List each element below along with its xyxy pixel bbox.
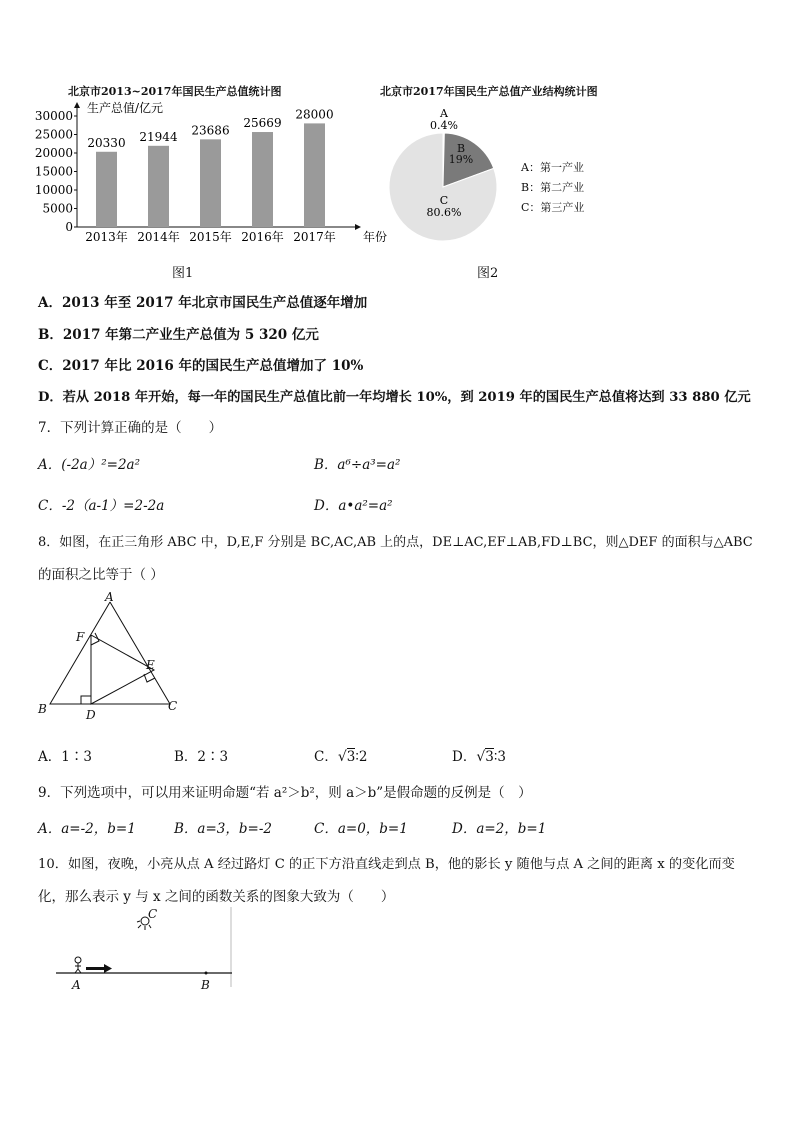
slice-value-a: 0.4% — [430, 119, 458, 132]
pie-legend-c: C：第三产业 — [521, 201, 585, 214]
y-tick-label: 0 — [65, 220, 73, 234]
label-a: A — [72, 978, 81, 992]
label-d: D — [86, 708, 96, 722]
q6-option-a: A．2013 年至 2017 年北京市国民生产总值逐年增加 — [38, 295, 368, 311]
slice-label-b: B — [456, 142, 466, 155]
y-tick-label: 15000 — [34, 164, 73, 179]
label-b: B — [201, 978, 210, 992]
y-axis-label: 生产总值/亿元 — [87, 101, 164, 115]
y-tick-label: 5000 — [42, 201, 73, 216]
x-tick-label: 2017年 — [293, 230, 336, 244]
y-tick-label: 10000 — [34, 183, 73, 197]
q8-option-c: C．√3∶2 — [314, 749, 368, 765]
figure1-title: 北京市2013~2017年国民生产总值统计图 — [68, 85, 282, 98]
q8-option-b: B．2∶3 — [174, 749, 229, 765]
bar-value-label: 23686 — [191, 123, 230, 138]
figure1-caption: 图1 — [172, 266, 194, 281]
slice-value-c: 80.6% — [426, 206, 462, 219]
q9-option-b: B．a=3，b=-2 — [174, 821, 272, 837]
y-tick-label: 25000 — [34, 127, 73, 142]
q6-option-d: D．若从 2018 年开始，每一年的国民生产总值比前一年均增长 10%，到 2019 年的国民生产总值将达到 33 880 亿元 — [38, 390, 751, 405]
q9-option-d: D．a=2，b=1 — [452, 821, 547, 837]
bar-value-label: 28000 — [295, 107, 334, 122]
y-tick-label: 30000 — [34, 109, 73, 123]
bar — [96, 152, 117, 227]
q8-option-a: A．1∶3 — [38, 749, 92, 765]
label-f: F — [76, 630, 85, 644]
bar — [148, 146, 169, 227]
triangle-abc — [50, 602, 170, 704]
q8-stem-line2: 的面积之比等于（ ） — [38, 567, 164, 583]
figure2-caption: 图2 — [477, 266, 499, 281]
bar-value-label: 21944 — [139, 129, 178, 144]
right-angle-f — [91, 633, 99, 645]
q7-option-a: A．(-2a）²=2a² — [38, 457, 140, 473]
bar-chart — [30, 98, 388, 248]
x-tick-label: 2013年 — [85, 230, 128, 244]
point-b — [205, 972, 208, 975]
x-tick-label: 2014年 — [137, 230, 180, 244]
label-b: B — [38, 702, 47, 716]
pie-chart — [380, 100, 510, 240]
x-axis-label: 年份 — [363, 230, 388, 244]
bar — [252, 132, 273, 227]
bar-value-label: 20330 — [87, 135, 126, 150]
pie-legend-b: B：第二产业 — [521, 181, 585, 194]
arrow-icon — [86, 964, 112, 973]
street-lamp-figure — [50, 905, 240, 995]
q10-stem-line1: 10．如图，夜晚，小亮从点 A 经过路灯 C 的正下方沿直线走到点 B，他的影长 y 随他与点 A 之间的距离 x 的变化而变 — [38, 857, 735, 872]
y-axis-arrow — [74, 102, 80, 108]
q8-stem-line1: 8．如图，在正三角形 ABC 中，D,E,F 分别是 BC,AC,AB 上的点，DE⊥AC,EF⊥AB,FD⊥BC，则△DEF 的面积与△ABC — [38, 535, 753, 550]
y-tick-label: 20000 — [34, 146, 73, 160]
q6-option-b: B．2017 年第二产业生产总值为 5 320 亿元 — [38, 327, 319, 343]
q9-option-c: C．a=0，b=1 — [314, 821, 408, 837]
triangle-figure — [30, 592, 190, 722]
bar — [304, 123, 325, 227]
slice-label-c: C — [439, 194, 449, 207]
bar — [200, 139, 221, 227]
q10-stem-line2: 化，那么表示 y 与 x 之间的函数关系的图象大致为（ ） — [38, 889, 395, 905]
label-a: A — [105, 590, 114, 604]
pie-legend-a: A：第一产业 — [521, 161, 584, 174]
q7-option-d: D．a•a²=a² — [314, 498, 393, 514]
q7-stem: 7．下列计算正确的是（ ） — [38, 420, 223, 436]
label-c: C — [168, 699, 178, 713]
q6-option-c: C．2017 年比 2016 年的国民生产总值增加了 10% — [38, 358, 364, 374]
x-tick-label: 2016年 — [241, 230, 284, 244]
figure2-title: 北京市2017年国民生产总值产业结构统计图 — [380, 85, 598, 98]
q7-option-c: C．-2（a-1）=2-2a — [38, 498, 165, 514]
q7-option-b: B．a⁶÷a³=a² — [314, 457, 401, 473]
label-e: E — [146, 658, 155, 672]
x-axis-arrow — [355, 224, 361, 230]
person-icon — [75, 957, 81, 973]
right-angle-d — [81, 696, 91, 704]
bar-value-label: 25669 — [243, 116, 282, 131]
q9-stem: 9．下列选项中，可以用来证明命题“若 a²＞b²，则 a＞b”是假命题的反例是（ ） — [38, 785, 532, 801]
q8-option-d: D．√3∶3 — [452, 749, 506, 765]
slice-label-a: A — [440, 107, 448, 120]
label-c: C — [148, 907, 158, 921]
q9-option-a: A．a=-2，b=1 — [38, 821, 136, 837]
triangle-def — [91, 635, 154, 704]
slice-value-b: 19% — [448, 153, 474, 166]
x-tick-label: 2015年 — [189, 230, 232, 244]
